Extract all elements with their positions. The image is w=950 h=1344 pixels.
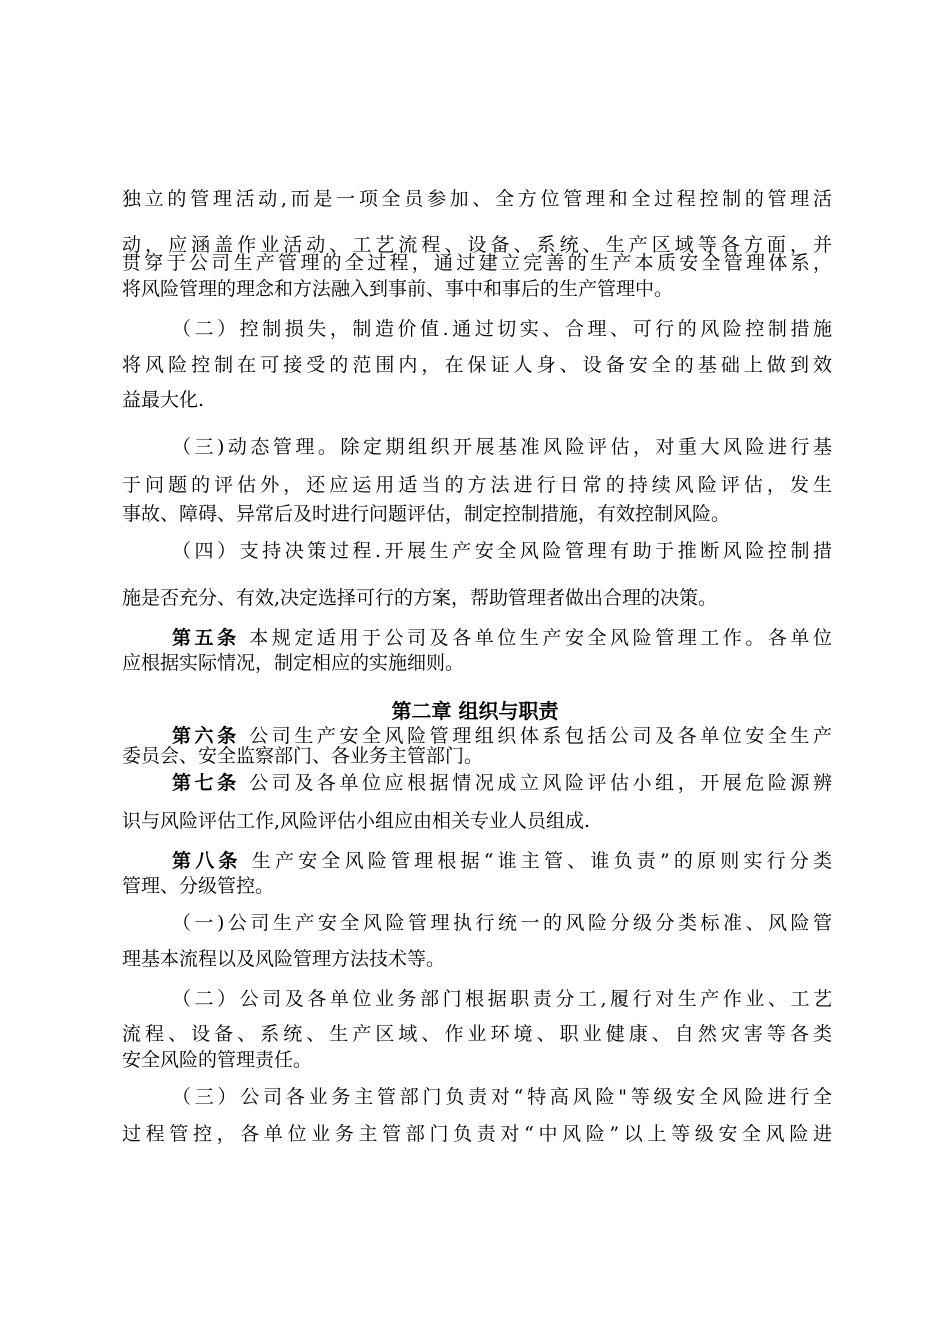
text-line: 应根据实际情况，制定相应的实施细则。 <box>122 652 465 674</box>
article-heading: 第七条 <box>172 772 240 794</box>
paragraph-start: （一)公司生产安全风险管理执行统一的风险分级分类标准、风险管 <box>172 912 832 934</box>
article-heading: 第八条 <box>172 850 242 872</box>
text-line: 施是否充分、有效,决定选择可行的方案，帮助管理者做出合理的决策。 <box>122 587 718 609</box>
article-heading: 第五条 <box>172 627 240 649</box>
paragraph-start: （三）公司各业务主管部门负责对“特高风险"等级安全风险进行全 <box>172 1086 832 1108</box>
text-line: 事故、障碍、异常后及时进行问题评估，制定控制措施，有效控制风险。 <box>122 503 731 525</box>
text-line: 贯穿于公司生产管理的全过程，通过建立完善的生产本质安全管理体系， <box>122 252 832 274</box>
article-eight <box>172 848 832 874</box>
article-text: 公司生产安全风险管理组织体系包括公司及各单位安全生产 <box>239 725 832 747</box>
article-text: 公司及各单位应根据情况成立风险评估小组，开展危险源辨 <box>239 772 832 794</box>
text-line: 动，应涵盖作业活动、工艺流程、设备、系统、生产区域等各方面，并 <box>122 234 832 256</box>
text-line: 于问题的评估外，还应运用适当的方法进行日常的持续风险评估，发生 <box>122 474 832 496</box>
text-line: 将风险管理的理念和方法融入到事前、事中和事后的生产管理中。 <box>122 278 674 300</box>
text-line: 将风险控制在可接受的范围内，在保证人身、设备安全的基础上做到效 <box>122 354 832 376</box>
text-line: 识与风险评估工作,风险评估小组应由相关专业人员组成. <box>122 810 591 832</box>
article-heading: 第六条 <box>172 725 240 747</box>
article-five <box>172 625 832 651</box>
paragraph-start: （四）支持决策过程.开展生产安全风险管理有助于推断风险控制措 <box>172 540 832 562</box>
text-line: 过程管控，各单位业务主管部门负责对“中风险”以上等级安全风险进 <box>122 1123 832 1145</box>
text-line: 流程、设备、系统、生产区域、作业环境、职业健康、自然灾害等各类 <box>122 1023 832 1045</box>
text-line: 安全风险的管理责任。 <box>122 1049 313 1071</box>
text-line: 理基本流程以及风险管理方法技术等。 <box>122 948 446 970</box>
chapter-title: 第二章 组织与职责 <box>391 699 559 723</box>
text-line: 委员会、安全监察部门、各业务主管部门。 <box>122 745 484 767</box>
text-line: 管理、分级管控。 <box>122 875 275 897</box>
paragraph-start: （二）公司及各单位业务部门根据职责分工,履行对生产作业、工艺 <box>172 988 832 1010</box>
article-text: 本规定适用于公司及各单位生产安全风险管理工作。各单位 <box>239 627 832 649</box>
paragraph-start: （二）控制损失，制造价值.通过切实、合理、可行的风险控制措施 <box>172 318 832 340</box>
text-line: 独立的管理活动,而是一项全员参加、全方位管理和全过程控制的管理活 <box>122 188 832 210</box>
article-text: 生产安全风险管理根据“谁主管、谁负责”的原则实行分类 <box>241 850 832 872</box>
text-line: 益最大化. <box>122 389 205 411</box>
article-seven <box>172 770 832 796</box>
paragraph-start: （三)动态管理。除定期组织开展基准风险评估，对重大风险进行基 <box>172 436 832 458</box>
